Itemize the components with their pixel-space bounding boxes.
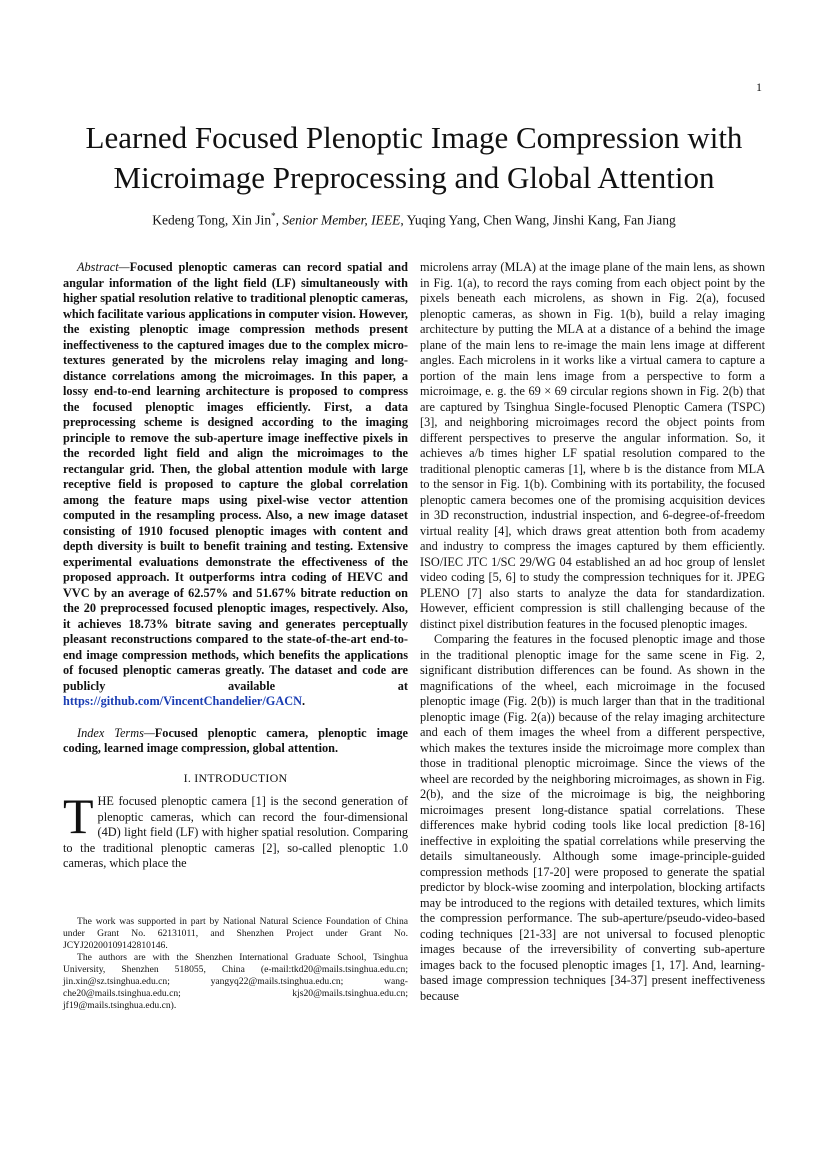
index-terms-body: Focused plenoptic camera, plenoptic image coding, learned image compression, global attention. [63,725,408,755]
abstract [63,260,408,710]
abstract-body: Focused plenoptic cameras can record spatial and angular information of the light field (LF) simultaneously with higher spatial resolution relative to traditional plenoptic cameras, which facilitate various applications in computer vision. However, the existing plenoptic image compression methods present ineffectiveness to the captured images due to the complex micro-textures generated by the microlens relay imaging and long-distance correlations among the microimages. In this paper, a lossy end-to-end learning architecture is proposed to compress the focused plenoptic images efficiently. First, a data preprocessing scheme is designed according to the imaging principle to remove the sub-aperture image ineffective pixels in the recorded light field and align the microimages to the rectangular grid. Then, the global attention module with large receptive field is proposed to capture the global correlation among the feature maps using pixel-wise vector attention computed in the resampling process. Also, a new image dataset consisting of 1910 focused plenoptic images with content and depth diversity is built to benefit training and testing. Extensive experimental evaluations demonstrate the effectiveness of the proposed approach. It outperforms intra coding of HEVC and VVC by an average of 62.57% and 51.67% bitrate reduction on the 20 preprocessed focused plenoptic images, respectively. Also, it achieves 18.73% bitrate saving and generates perceptually pleasant reconstructions compared to the state-of-the-art end-to-end image compression methods, which benefits the applications of focused plenoptic cameras greatly. The dataset and code are publicly available at [63,260,408,693]
authors-part-1: Kedeng Tong, Xin Jin [152,212,272,228]
page-number: 1 [756,80,762,94]
introduction-paragraph [63,788,408,872]
authors-affiliation: , Senior Member, IEEE [275,212,401,228]
footnote-affiliation: The authors are with the Shenzhen International Graduate School, Tsinghua University, Shenzhen 518055, China (e-mail:tkd20@mails.tsinghua.edu.cn; jin.xin@sz.tsinghua.edu.cn; yangyq22@mails.tsinghua.edu.cn; wang-che20@mails.tsinghua.edu.cn; kjs20@mails.tsinghua.edu.cn; jf19@mails.tsinghua.edu.cn). [63,951,408,1011]
body-paragraph-2: Comparing the features in the focused plenoptic image and those in the traditional plenoptic image for the same scene in Fig. 2, significant distribution differences can be found. As shown in the magnifications of the wheel, each microimage in the focused plenoptic image (Fig. 2(b)) is much larger than that in the traditional plenoptic image (Fig. 2(a)) because of the relay imaging architecture and each of them images the wheel from a different perspective, which makes the textures inside the microimage more complex than those in traditional plenoptic microimage. Since the views of the wheel are recorded by the neighboring microimages, as shown in Fig. 2(b), and the size of the microimage is big, the neighboring microimages present long-distance spatial correlations. These differences make hybrid coding tools like local prediction [8-16] ineffective in exploiting the spatial correlations while preserving the details simultaneously. Although some image-principle-guided compression methods [17-20] were proposed to generate the spatial predictor by block-wise zooming and interpolation, blocking artifacts may be introduced to the regions with detailed textures, which limits the compression performance. The sub-aperture/pseudo-video-based coding techniques [21-33] are not universal to focused plenoptic images because of the irreversibility of converting sub-aperture images back to the focused plenoptic images [1, 17]. And, learning-based image compression techniques [34-37] present ineffectiveness because [420,632,765,1003]
footnote-funding: The work was supported in part by National Natural Science Foundation of China under Grant No. 62131011, and Shenzhen Project under Grant No. JCYJ20200109142810146. [63,915,408,951]
left-column [63,260,408,1012]
index-terms-lead: Index Terms— [77,725,155,740]
index-terms [63,726,408,757]
github-link[interactable]: https://github.com/VincentChandelier/GACN [63,694,303,708]
authors-part-2: , Yuqing Yang, Chen Wang, Jinshi Kang, Fan Jiang [400,212,676,228]
introduction-text: HE focused plenoptic camera [1] is the second generation of plenoptic cameras, which can record the four-dimensional (4D) light field (LF) with higher spatial resolution. Comparing to the traditional plenoptic cameras [2], so-called plenoptic 1.0 cameras, which place the [63,794,408,870]
section-heading-introduction: I. INTRODUCTION [183,770,288,785]
author-list [30,207,798,230]
body-paragraph-1: microlens array (MLA) at the image plane of the main lens, as shown in Fig. 1(a), to record the rays coming from each object point by the pixels beneath each microlens, as shown in Fig. 2(a), focused plenoptic cameras, as shown in Fig. 1(b), build a relay imaging architecture by putting the MLA at a distance of a behind the image plane of the main lens to re-image the main lens image at different angles. Each microlens in it works like a virtual camera to capture a portion of the main lens image from a perspective to form a microimage, e. g. the 69 × 69 circular regions shown in Fig. 2(b) that are captured by Tsinghua Single-focused Plenoptic Camera (TSPC) [3], and neighboring microimages record the object points from different perspectives to preserve the angular information. So, it achieves a/b times higher LF spatial resolution compared to the traditional plenoptic cameras [1], where b is the distance from MLA to the sensor in Fig. 1(b). Combining with its portability, the focused plenoptic camera becomes one of the promising acquisition devices in 3D reconstruction, industrial inspection, and 6-degree-of-freedom virtual reality [4], which draws great attention both from academy and industry to compress the images captured by them efficiently. ISO/IEC JTC 1/SC 29/WG 04 established an ad hoc group of lenslet video coding [5, 6] to study the compression techniques for it. JPEG PLENO [7] also starts to analyze the data for standardization. However, efficient compression is still challenging because of the distinct pixel distribution features in the focused plenoptic images. [420,260,765,631]
right-column [420,260,765,1004]
title-line-1: Learned Focused Plenoptic Image Compression with [85,120,743,155]
drop-cap: T [63,788,94,844]
abstract-end: . [302,694,306,708]
corresponding-author-mark: * [271,211,276,221]
paper-title [30,118,798,198]
title-line-2: Microimage Preprocessing and Global Attention [113,160,715,195]
footnote [63,916,408,1012]
abstract-lead: Abstract— [77,260,130,274]
